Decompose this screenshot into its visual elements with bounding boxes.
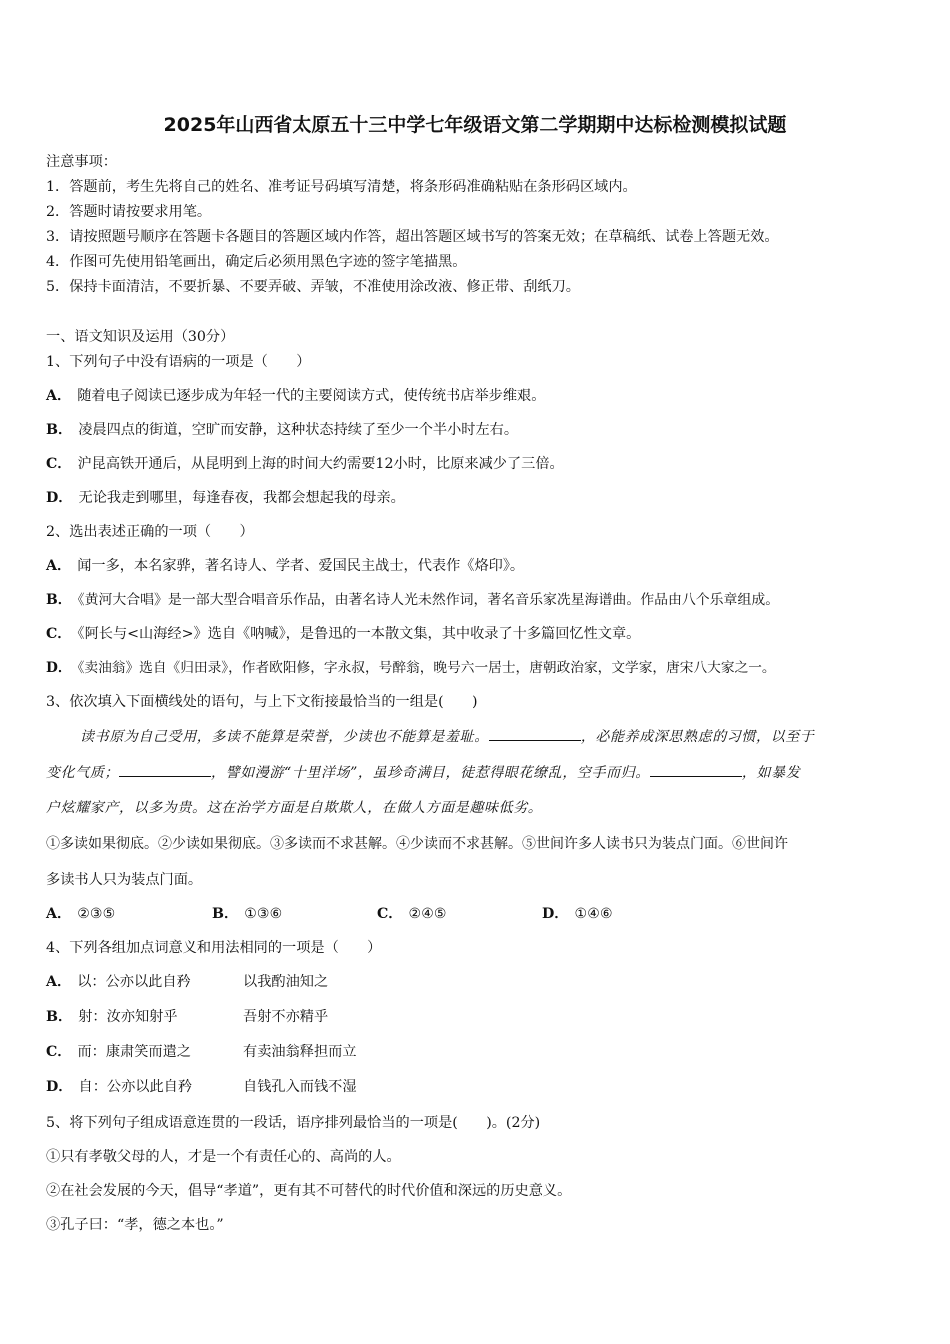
q3-passage-line-2: [46, 762, 800, 783]
option-label: C．: [377, 906, 403, 922]
option-label: B．: [46, 592, 72, 608]
option-text: ①③⑥: [244, 906, 283, 922]
fill-blank-1: [489, 726, 581, 741]
q3-option-c: [377, 904, 447, 924]
option-label: B．: [46, 1009, 73, 1025]
q1-option-a: [46, 386, 545, 406]
q3-stem: 3、依次填入下面横线处的语句，与上下文衔接最恰当的一组是( ): [46, 694, 478, 710]
option-label: C．: [46, 1044, 72, 1060]
q4-option-c-second: 有卖油翁释担而立: [243, 1044, 357, 1060]
fill-blank-2: [119, 762, 211, 777]
q4-option-d: [46, 1077, 192, 1097]
option-label: B．: [46, 422, 73, 438]
q5-stem: 5、将下列句子组成语意连贯的一段话，语序排列最恰当的一项是( )。(2分): [46, 1115, 541, 1131]
notice-item-2: 2．答题时请按要求用笔。: [46, 204, 212, 220]
passage-text: ，如暴发: [741, 765, 801, 781]
q4-option-c: [46, 1042, 191, 1062]
option-text: 《黄河大合唱》是一部大型合唱音乐作品，由著名诗人光未然作词，著名音乐家冼星海谱曲。作品由八个乐章组成。: [77, 592, 780, 608]
page-title: 2025年山西省太原五十三中学七年级语文第二学期期中达标检测模拟试题: [163, 114, 787, 136]
option-label: A．: [46, 906, 72, 922]
passage-text: ，必能养成深思熟虑的习惯，以至于: [580, 729, 815, 745]
q2-option-c: [46, 624, 640, 644]
notice-item-5: 5．保持卡面清洁，不要折暴、不要弄破、弄皱，不准使用涂改液、修正带、刮纸刀。: [46, 279, 580, 295]
q2-option-a: [46, 556, 524, 576]
q4-option-d-second: 自钱孔入而钱不湿: [243, 1079, 357, 1095]
notice-item-4: 4．作图可先使用铅笔画出，确定后必须用黑色字迹的签字笔描黑。: [46, 254, 467, 270]
option-label: D．: [46, 1079, 73, 1095]
option-label: C．: [46, 626, 72, 642]
q3-option-a: [46, 904, 115, 924]
passage-text: ，譬如漫游“十里洋场”，虽珍奇满目，徒惹得眼花缭乱，空手而归。: [211, 765, 650, 781]
option-text: 自：公亦以此自矜: [78, 1079, 193, 1095]
option-label: C．: [46, 456, 72, 472]
notice-item-3: 3．请按照题号顺序在答题卡各题目的答题区域内作答，超出答题区域书写的答案无效；在草稿纸、试卷上答题无效。: [46, 229, 779, 245]
notice-item-1: 1．答题前，考生先将自己的姓名、准考证号码填写清楚，将条形码准确粘贴在条形码区域内。: [46, 179, 637, 195]
fill-blank-3: [650, 762, 742, 777]
notice-heading: 注意事项：: [46, 154, 117, 170]
q3-passage-line-1: [80, 726, 814, 747]
q1-option-d: [46, 488, 405, 508]
q4-option-b: [46, 1007, 178, 1027]
option-label: A．: [46, 388, 72, 404]
option-text: 《卖油翁》选自《归田录》，作者欧阳修，字永叔，号醉翁，晚号六一居士，唐朝政治家，文学家，唐宋八大家之一。: [77, 660, 776, 676]
option-text: ②③⑤: [77, 906, 116, 922]
option-text: 闻一多，本名家骅，著名诗人、学者、爱国民主战士，代表作《烙印》。: [77, 558, 525, 574]
option-text: 而：康肃笑而遣之: [77, 1044, 191, 1060]
q3-option-b: [212, 904, 282, 924]
option-text: 随着电子阅读已逐步成为年轻一代的主要阅读方式，使传统书店举步维艰。: [77, 388, 546, 404]
q4-option-a: [46, 972, 191, 992]
passage-text: 变化气质；: [46, 765, 119, 781]
q4-option-a-second: 以我酌油知之: [243, 974, 329, 990]
q3-passage-line-3: 户炫耀家产，以多为贵。这在治学方面是自欺欺人，在做人方面是趣味低劣。: [46, 800, 543, 816]
q3-choices-line-1: ①多读如果彻底。②少读如果彻底。③多读而不求甚解。④少读而不求甚解。⑤世间许多人读书只为装点门面。⑥世间许: [46, 836, 788, 852]
option-text: 无论我走到哪里，每逢春夜，我都会想起我的母亲。: [78, 490, 405, 506]
q5-sentence-1: ①只有孝敬父母的人，才是一个有责任心的、高尚的人。: [46, 1149, 401, 1165]
passage-text: 读书原为自己受用，多读不能算是荣誉，少读也不能算是羞耻。: [80, 729, 489, 745]
q2-stem: 2、选出表述正确的一项（ ）: [46, 524, 254, 540]
option-label: D．: [46, 490, 73, 506]
q5-sentence-3: ③孔子曰：“孝，德之本也。”: [46, 1217, 224, 1233]
option-text: ②④⑤: [408, 906, 447, 922]
option-text: 以：公亦以此自矜: [77, 974, 191, 990]
option-label: A．: [46, 974, 72, 990]
q2-option-b: [46, 590, 779, 610]
section-heading: 一、语文知识及运用（30分）: [46, 329, 235, 345]
option-text: ①④⑥: [574, 906, 613, 922]
q3-option-d: [542, 904, 613, 924]
option-label: B．: [212, 906, 239, 922]
q4-option-b-second: 吾射不亦精乎: [243, 1009, 329, 1025]
q3-choices-line-2: 多读书人只为装点门面。: [46, 872, 203, 888]
option-text: 射：汝亦知射乎: [78, 1009, 178, 1025]
q1-option-c: [46, 454, 564, 474]
q1-option-b: [46, 420, 518, 440]
q1-stem: 1、下列句子中没有语病的一项是（ ）: [46, 354, 311, 370]
q5-sentence-2: ②在社会发展的今天，倡导“孝道”，更有其不可替代的时代价值和深远的历史意义。: [46, 1183, 572, 1199]
q2-option-d: [46, 658, 776, 678]
option-text: 凌晨四点的街道，空旷而安静，这种状态持续了至少一个半小时左右。: [78, 422, 519, 438]
option-text: 沪昆高铁开通后，从昆明到上海的时间大约需要12小时，比原来减少了三倍。: [77, 456, 564, 472]
q4-stem: 4、下列各组加点词意义和用法相同的一项是（ ）: [46, 940, 382, 956]
option-label: D．: [542, 906, 569, 922]
option-label: D．: [46, 660, 72, 676]
option-label: A．: [46, 558, 72, 574]
option-text: 《阿长与<山海经>》选自《呐喊》，是鲁迅的一本散文集，其中收录了十多篇回忆性文章。: [77, 626, 641, 642]
